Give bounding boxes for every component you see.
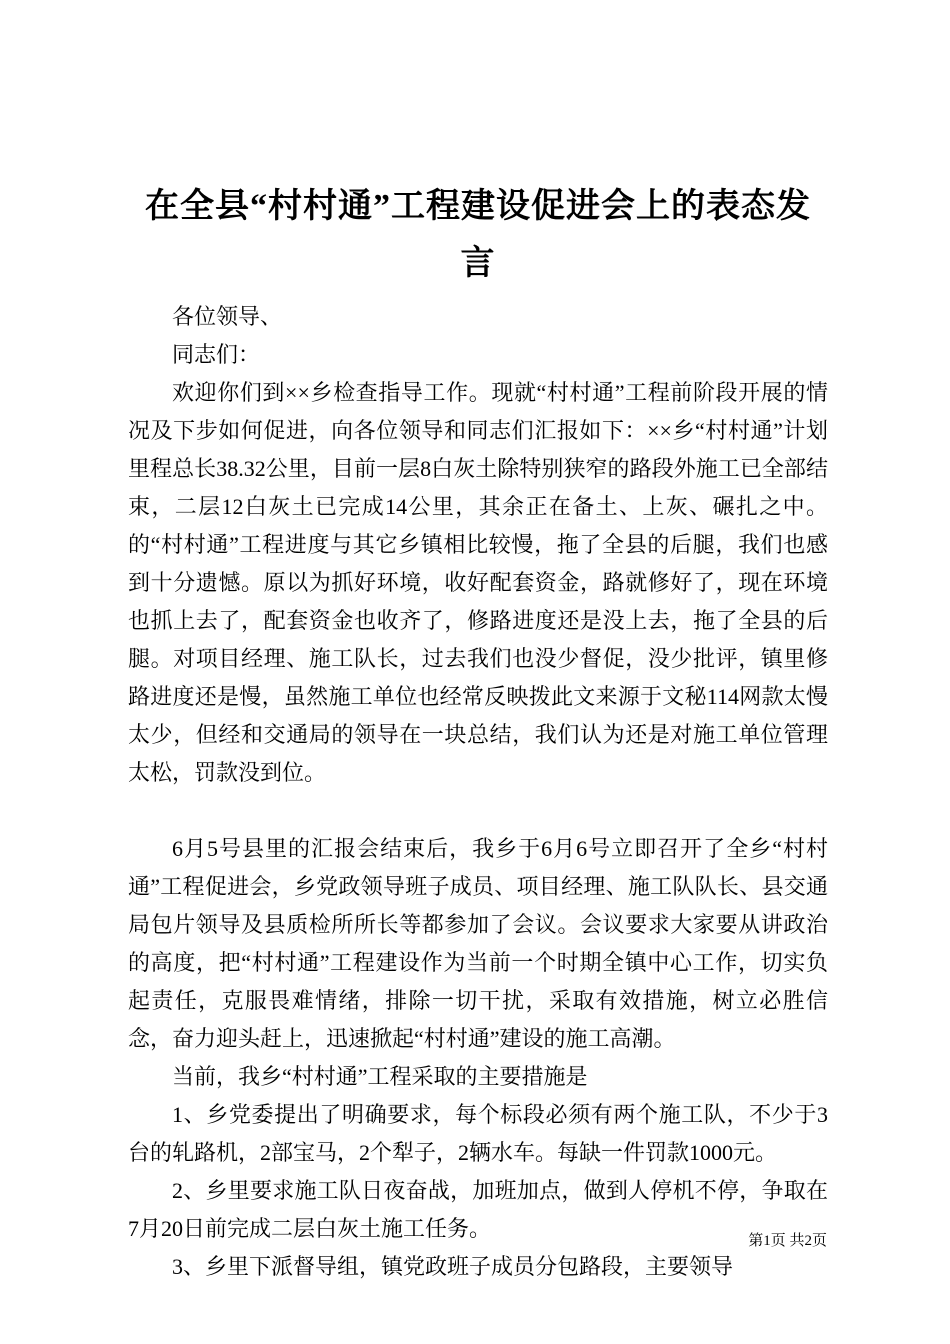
paragraph-measure-2: 2、乡里要求施工队日夜奋战，加班加点，做到人停机不停，争取在7月20日前完成二层白灰土施工任务。 bbox=[128, 1178, 828, 1241]
paragraph-meeting-summary: 6月5号县里的汇报会结束后，我乡于6月6号立即召开了全乡“村村通”工程促进会，乡党政领导班子成员、项目经理、施工队队长、县交通局包片领导及县质检所所长等都参加了会议。会议要求大家要从讲政治的高度，把“村村通”工程建设作为当前一个时期全镇中心工作，切实负起责任，克服畏难情绪，排除一切干扰，采取有效措施，树立必胜信念，奋力迎头赶上，迅速掀起“村村通”建设的施工高潮。 bbox=[128, 836, 828, 1051]
paragraph-measure-3: 3、乡里下派督导组，镇党政班子成员分包路段，主要领导 bbox=[172, 1254, 734, 1279]
paragraph-salutation-leaders: 各位领导、 bbox=[172, 304, 283, 329]
page-number-label: 第1页 共2页 bbox=[748, 1233, 827, 1249]
paragraph-salutation-comrades: 同志们： bbox=[172, 342, 261, 367]
page-footer bbox=[748, 1232, 827, 1250]
document-title: 在全县“村村通”工程建设促进会上的表态发言 bbox=[145, 188, 811, 282]
paragraph-progress-report: 欢迎你们到××乡检查指导工作。现就“村村通”工程前阶段开展的情况及下步如何促进，向各位领导和同志们汇报如下：××乡“村村通”计划里程总长38.32公里，目前一层8白灰土除特别狭窄的路段外施工已全部结束，二层12白灰土已完成14公里，其余正在备土、上灰、碾扎之中。的“村村通”工程进度与其它乡镇相比较慢，拖了全县的后腿，我们也感到十分遗憾。原以为抓好环境，收好配套资金，路就修好了，现在环境也抓上去了，配套资金也收齐了，修路进度还是没上去，拖了全县的后腿。对项目经理、施工队长，过去我们也没少督促，没少批评，镇里修路进度还是慢，虽然施工单位也经常反映拨此文来源于文秘114网款太慢太少，但经和交通局的领导在一块总结，我们认为还是对施工单位管理太松，罚款没到位。 bbox=[128, 380, 828, 785]
paragraph-blank-line bbox=[128, 792, 828, 830]
paragraph-measures-intro: 当前，我乡“村村通”工程采取的主要措施是 bbox=[172, 1064, 588, 1089]
paragraph-measure-1: 1、乡党委提出了明确要求，每个标段必须有两个施工队，不少于3台的轧路机，2部宝马，2个犁子，2辆水车。每缺一件罚款1000元。 bbox=[128, 1102, 828, 1165]
